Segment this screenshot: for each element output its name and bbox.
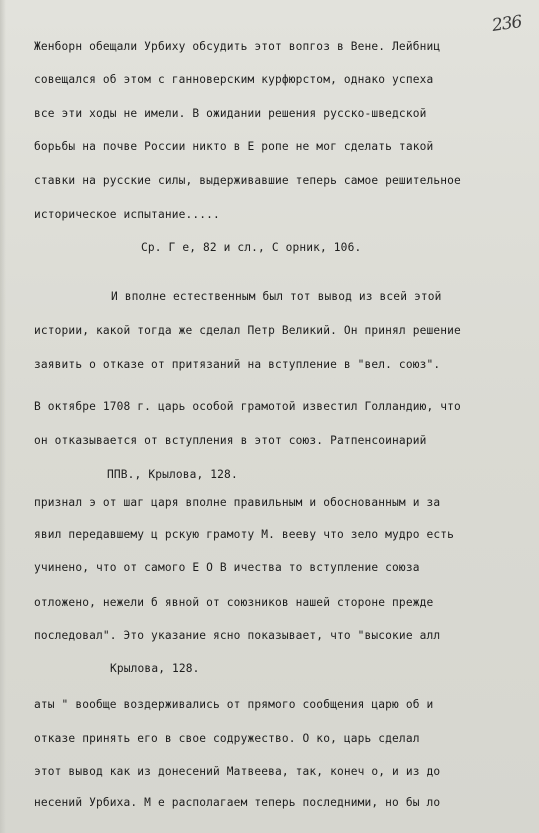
text-line: ППВ., Крылова, 128. bbox=[107, 468, 238, 481]
text-line: В октябре 1708 г. царь особой грамотой известил Голландию, что bbox=[34, 400, 461, 413]
text-line: совещался об этом с ганноверским курфюрстом, однако успеха bbox=[34, 73, 434, 86]
text-line: он отказывается от вступления в этот союз. Ратпенсоинарий bbox=[34, 434, 427, 447]
text-line: ставки на русские силы, выдерживавшие теперь самое решительное bbox=[34, 174, 461, 187]
text-line: истории, какой тогда же сделал Петр Великий. Он принял решение bbox=[34, 324, 461, 337]
text-line: Крылова, 128. bbox=[110, 662, 200, 675]
text-line: признал э от шаг царя вполне правильным и обоснованным и за bbox=[34, 496, 441, 509]
text-line: историческое испытание..... bbox=[34, 208, 220, 221]
text-line: борьбы на почве России никто в Е ропе не мог сделать такой bbox=[34, 140, 434, 153]
text-line: несений Урбиха. М е располагаем теперь последними, но бы ло bbox=[34, 796, 441, 809]
text-line: заявить о отказе от притязаний на вступление в "вел. союз". bbox=[34, 358, 441, 371]
text-line: Женборн обещали Урбиху обсудить этот вопгоз в Вене. Лейбниц bbox=[34, 40, 441, 53]
text-line: все эти ходы не имели. В ожидании решения русско-шведской bbox=[34, 107, 427, 120]
text-line: учинено, что от самого Е О В ичества то вступление союза bbox=[34, 561, 420, 574]
text-line: этот вывод как из донесений Матвеева, так, конеч о, и из до bbox=[34, 765, 441, 778]
page-number: 236 bbox=[490, 12, 523, 36]
text-line: отложено, нежели б явной от союзников нашей стороне прежде bbox=[34, 596, 434, 609]
text-line: И вполне естественным был тот вывод из всей этой bbox=[111, 290, 442, 303]
text-line: Ср. Г е, 82 и сл., С орник, 106. bbox=[141, 241, 362, 254]
page-edge-shadow bbox=[0, 0, 6, 833]
text-line: аты " вообще воздерживались от прямого сообщения царю об и bbox=[34, 698, 434, 711]
text-line: отказе принять его в свое содружество. О ко, царь сделал bbox=[34, 732, 420, 745]
text-line: явил передавшему ц рскую грамоту М. вееву что зело мудро есть bbox=[34, 528, 455, 541]
text-line: последовал". Это указание ясно показывает, что "высокие алл bbox=[34, 629, 441, 642]
